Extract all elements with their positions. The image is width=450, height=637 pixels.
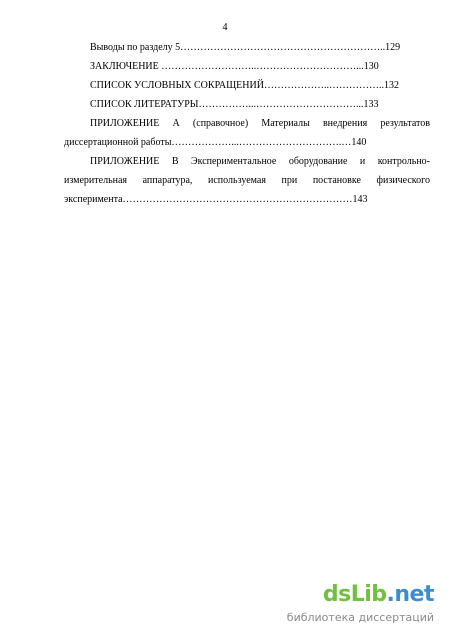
toc-entry-appendix-b-line3: эксперимента……………………………………………………………143	[64, 194, 368, 205]
toc-entry-appendix-b-line2: измерительная аппаратура, используемая при постановке физического	[64, 175, 430, 186]
dslib-watermark	[268, 581, 438, 631]
toc-entry-conclusion: ЗАКЛЮЧЕНИЕ ………………………..…………………………...130	[90, 61, 379, 72]
toc-entry-conclusions-section-5: Выводы по разделу 5……………………………………………………..129	[90, 42, 401, 53]
toc-entry-appendix-a-line1: ПРИЛОЖЕНИЕ А (справочное) Материалы внедрения результатов	[90, 118, 430, 129]
toc-entry-abbreviations: СПИСОК УСЛОВНЫХ СОКРАЩЕНИЙ………………..……………..132	[90, 80, 399, 91]
toc-entry-appendix-a-line2: диссертационной работы………………...………………………….…140	[64, 137, 367, 148]
logo-part-dslib: dsLib	[322, 582, 387, 607]
dslib-logo	[323, 581, 434, 609]
page-number: 4	[222, 22, 228, 33]
watermark-subtitle: библиотека диссертаций	[286, 611, 434, 624]
toc-entry-appendix-b-line1: ПРИЛОЖЕНИЕ В Экспериментальное оборудование и контрольно-	[90, 156, 430, 167]
logo-part-net: .net	[386, 582, 434, 607]
toc-entry-references: СПИСОК ЛИТЕРАТУРЫ……………...…………………………...133	[90, 99, 379, 110]
